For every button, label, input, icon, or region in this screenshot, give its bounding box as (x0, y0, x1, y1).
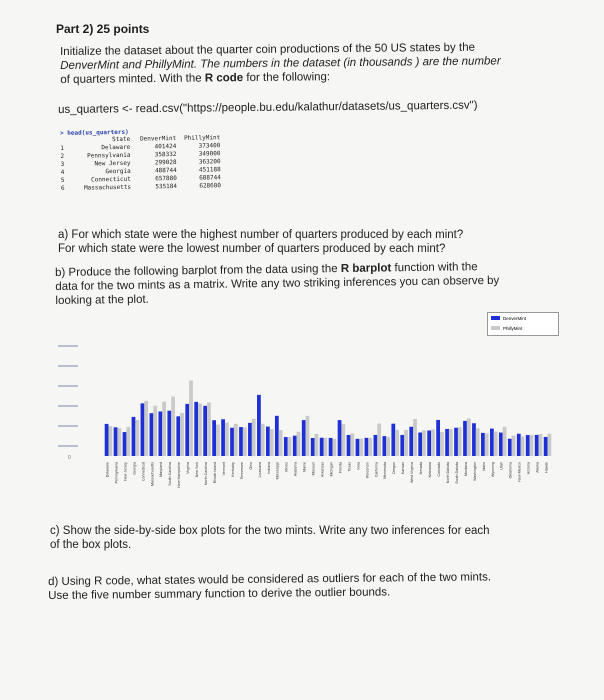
x-tick-label: Utah (499, 462, 504, 470)
bar-philly (171, 397, 175, 456)
x-tick-label: Virginia (186, 462, 191, 474)
bar-philly (449, 429, 453, 456)
bar-denver (338, 420, 342, 456)
x-tick-label: Wyoming (490, 462, 495, 477)
x-tick-label: Colorado (437, 462, 441, 477)
bar-philly (279, 430, 283, 456)
bar-denver (230, 428, 234, 456)
bar-philly (404, 430, 408, 456)
x-tick-label: Iowa (356, 462, 361, 470)
bar-denver (132, 417, 136, 456)
bar-philly (422, 430, 426, 456)
bar-philly (512, 436, 516, 456)
question-a-line-2: For which state were the lowest number of quarters produced by each mint? (58, 243, 446, 255)
bar-denver (284, 437, 288, 456)
x-tick-label: Rhode Island (213, 462, 217, 484)
console-row: 3 New Jersey 299028 363200 (60, 158, 221, 168)
x-tick-label: Arizona (526, 462, 531, 475)
bar-denver (329, 438, 333, 456)
code-line: us_quarters <- read.csv("https://people.bu.edu/kalathur/datasets/us_quarters.csv") (58, 99, 478, 116)
x-tick-label: Massachusetts (150, 462, 155, 486)
bar-philly (324, 438, 328, 456)
bar-philly (126, 427, 130, 456)
bar-philly (243, 427, 247, 456)
bar-denver (374, 435, 378, 456)
x-tick-label: Wisconsin (365, 462, 370, 479)
x-tick-label: Oregon (392, 462, 397, 474)
intro-line-3: of quarters minted. With the R code for the following: (60, 71, 331, 86)
legend-item-denver: DenverMint (488, 313, 558, 323)
intro-line-1: Initialize the dataset about the quarter coin productions of the 50 US states by the (60, 41, 476, 58)
bar-denver (391, 424, 395, 456)
bar-philly (350, 433, 354, 456)
part-title: Part 2) 25 points (56, 22, 150, 36)
bar-denver (347, 435, 351, 456)
x-tick-label: Georgia (132, 462, 137, 475)
bar-denver (436, 420, 440, 456)
console-row: 6 Massachusetts 535184 628600 (60, 182, 222, 192)
x-tick-label: West Virginia (410, 462, 415, 484)
bar-philly (386, 437, 390, 456)
x-tick-label: Louisiana (257, 462, 262, 478)
bar-denver (508, 439, 512, 456)
bar-philly (359, 439, 363, 456)
legend-swatch-philly (491, 326, 500, 330)
bar-denver (185, 404, 189, 456)
bar-denver (150, 413, 154, 456)
x-tick-label: North Carolina (204, 462, 209, 486)
x-tick-label: Pennsylvania (114, 462, 119, 484)
bar-denver (311, 438, 315, 456)
x-tick-label: Nevada (419, 462, 424, 475)
bar-philly (413, 419, 417, 456)
bar-denver (400, 435, 404, 456)
bar-philly (108, 426, 112, 456)
bar-denver (454, 428, 458, 456)
bar-philly (180, 413, 184, 456)
x-tick-label: Arkansas (320, 462, 325, 477)
x-tick-label: Florida (338, 462, 343, 473)
bar-philly (341, 424, 345, 456)
bar-philly (431, 429, 435, 456)
bar-philly (476, 428, 480, 456)
barplot (52, 306, 564, 506)
console-row: 4 Georgia 488744 451188 (60, 166, 221, 176)
x-tick-label: Indiana (266, 462, 271, 474)
bar-denver (141, 403, 145, 456)
bar-denver (526, 435, 530, 456)
bar-denver (275, 416, 279, 456)
bar-denver (409, 427, 413, 456)
question-b-line-1: b) Produce the following barplot from the data using the R barplot function with the (55, 261, 478, 279)
bar-philly (261, 424, 265, 456)
bar-philly (315, 434, 319, 456)
bar-philly (225, 423, 229, 456)
chart-legend (487, 312, 559, 336)
bar-denver (221, 419, 225, 456)
bar-philly (270, 429, 274, 456)
x-tick-label: Missouri (311, 462, 316, 476)
bar-philly (332, 439, 336, 456)
bar-denver (418, 433, 422, 456)
bar-denver (257, 395, 261, 456)
x-tick-label: Maine (302, 462, 307, 472)
x-tick-label: Vermont (221, 462, 226, 476)
bar-denver (463, 421, 467, 456)
bar-denver (356, 439, 360, 456)
bar-denver (167, 411, 171, 456)
bar-philly (395, 430, 399, 456)
console-command: > head(us_quarters) (60, 128, 129, 137)
x-tick-label: Ohio (248, 462, 253, 470)
bar-philly (494, 432, 498, 456)
bar-philly (198, 404, 202, 456)
bar-philly (216, 425, 220, 456)
x-tick-label: Alabama (293, 462, 298, 477)
x-tick-label: Texas (347, 462, 352, 472)
question-c-line-1: c) Show the side-by-side box plots for the two mints. Write any two inferences for each (50, 525, 490, 537)
bar-denver (176, 416, 180, 456)
x-tick-label: Hawaii (544, 462, 549, 473)
bar-philly (306, 416, 310, 456)
console-row: 5 Connecticut 657880 688744 (60, 174, 221, 184)
bar-philly (234, 424, 238, 456)
x-tick-label: Kentucky (230, 462, 235, 477)
x-tick-label: North Dakota (445, 462, 450, 484)
x-tick-label: New Mexico (517, 462, 522, 482)
bar-denver (194, 402, 198, 456)
bar-philly (189, 381, 193, 456)
intro-line-2: DenverMint and PhillyMint. The numbers in the dataset (in thousands ) are the number (60, 55, 501, 72)
bar-denver (427, 430, 431, 456)
intro-text (60, 40, 540, 87)
question-b (55, 259, 556, 308)
y-tick-label: 0 (68, 455, 71, 461)
question-d (48, 569, 578, 603)
bar-philly (252, 419, 256, 456)
bar-philly (162, 402, 166, 456)
bar-denver (105, 424, 109, 456)
barplot-svg (52, 306, 564, 506)
question-a-line-1: a) For which state were the highest number of quarters produced by each mint? (58, 229, 464, 241)
bar-denver (445, 429, 449, 456)
x-tick-label: Illinois (284, 462, 289, 472)
question-d-line-2: Use the five number summary function to derive the outlier bounds. (48, 586, 391, 602)
console-row: 2 Pennsylvania 358332 349000 (60, 150, 221, 160)
bar-philly (377, 424, 381, 456)
x-tick-label: Montana (463, 462, 468, 476)
console-header-row: State DenverMint PhillyMint (112, 134, 221, 144)
question-b-line-2: data for the two mints as a matrix. Write any two striking inferences you can observe by (55, 274, 500, 293)
x-tick-label: Kansas (401, 462, 406, 474)
x-tick-label: New Hampshire (177, 462, 182, 488)
question-a (58, 228, 528, 256)
x-tick-label: Washington (472, 462, 477, 481)
bar-philly (288, 437, 292, 456)
bar-denver (499, 433, 503, 456)
bar-denver (320, 438, 324, 456)
bar-denver (490, 429, 494, 456)
x-tick-label: Nebraska (428, 462, 433, 478)
bar-denver (266, 427, 270, 456)
bar-philly (297, 432, 301, 456)
x-tick-label: South Dakota (454, 462, 459, 484)
question-d-line-1: d) Using R code, what states would be considered as outliers for each of the two mints. (48, 571, 492, 588)
bar-philly (530, 435, 534, 456)
x-tick-label: Delaware (105, 462, 110, 478)
x-tick-label: California (374, 462, 379, 478)
bar-philly (485, 433, 489, 456)
x-tick-label: Oklahoma (508, 462, 513, 479)
legend-item-philly: PhillyMint (488, 323, 558, 333)
bar-denver (212, 420, 216, 456)
bar-philly (503, 427, 507, 456)
bar-denver (544, 437, 548, 456)
bar-philly (539, 434, 543, 456)
x-tick-label: Minnesota (383, 462, 388, 479)
bar-denver (302, 420, 306, 456)
bar-denver (517, 434, 521, 456)
x-tick-label: Mississippi (275, 462, 280, 480)
x-tick-label: New Jersey (123, 462, 128, 481)
bar-philly (135, 420, 139, 456)
bar-denver (382, 436, 386, 456)
bar-denver (114, 427, 118, 456)
bar-philly (207, 402, 211, 456)
x-tick-label: New York (195, 462, 200, 478)
question-c-line-2: of the box plots. (50, 539, 132, 551)
question-b-line-3: looking at the plot. (55, 293, 149, 307)
x-tick-label: Maryland (159, 462, 164, 477)
x-tick-label: South Carolina (168, 462, 173, 486)
bar-denver (293, 436, 297, 456)
bar-denver (123, 432, 127, 456)
x-tick-label: Michigan (329, 462, 334, 477)
bar-denver (481, 433, 485, 456)
bar-philly (521, 436, 525, 456)
bar-philly (117, 428, 121, 456)
x-tick-label: Alaska (535, 462, 540, 473)
bar-denver (239, 427, 243, 456)
bar-philly (153, 406, 157, 456)
bar-philly (440, 432, 444, 456)
bar-denver (472, 423, 476, 456)
bar-philly (458, 427, 462, 456)
bar-philly (548, 434, 552, 456)
bar-denver (203, 406, 207, 456)
bar-philly (144, 401, 148, 456)
legend-swatch-denver (491, 316, 500, 320)
x-tick-label: Idaho (481, 462, 486, 471)
bar-denver (535, 435, 539, 456)
r-console-output (60, 127, 231, 193)
console-row: 1 Delaware 401424 373400 (60, 142, 221, 152)
x-tick-label: Connecticut (141, 462, 146, 481)
bar-philly (368, 438, 372, 456)
bar-denver (158, 411, 162, 456)
bar-denver (248, 423, 252, 456)
bar-philly (467, 418, 471, 456)
bar-denver (365, 438, 369, 456)
question-c (50, 524, 570, 552)
x-tick-label: Tennessee (239, 462, 244, 480)
